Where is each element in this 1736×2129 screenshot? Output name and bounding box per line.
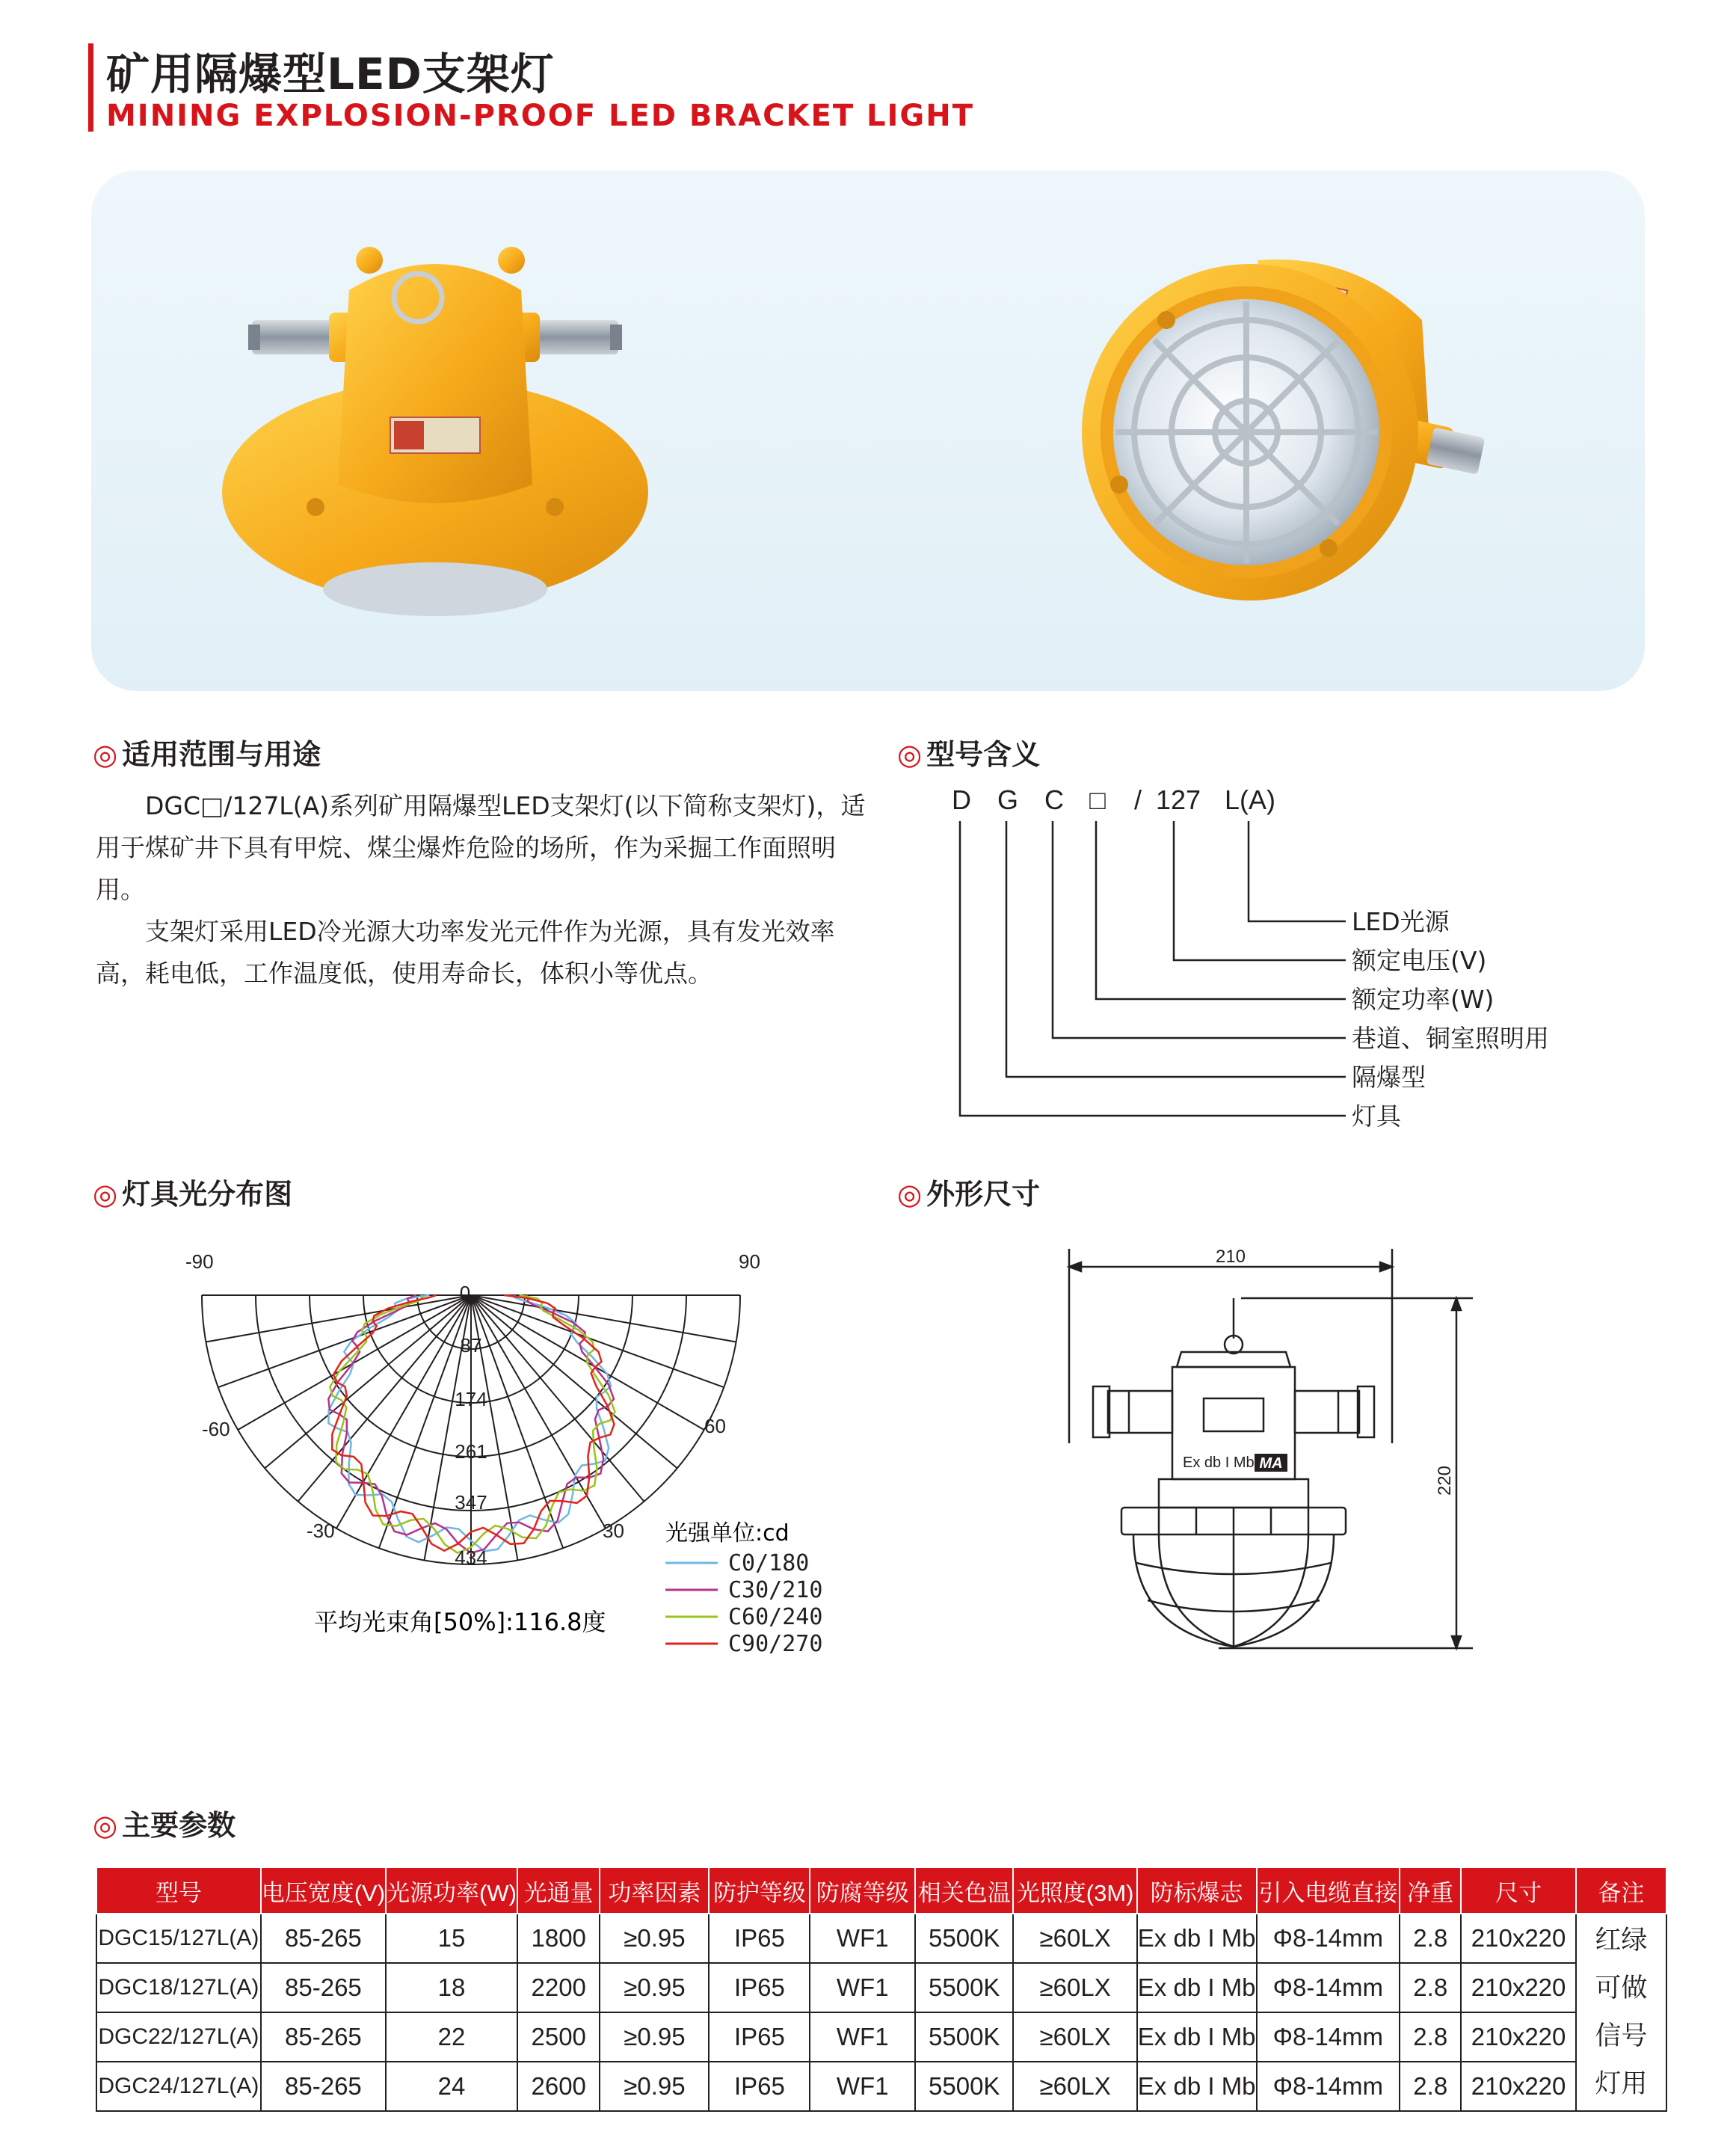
cell-model: DGC18/127L(A) bbox=[96, 1963, 261, 2012]
model-meaning-voltage: 额定电压(V) bbox=[1352, 946, 1487, 975]
remark-line: 可做 bbox=[1595, 1973, 1648, 2003]
cell-weight: 2.8 bbox=[1400, 2012, 1461, 2062]
col-header-voltage: 电压宽度(V) bbox=[261, 1867, 386, 1914]
cell-model: DGC15/127L(A) bbox=[96, 1914, 261, 1963]
cell-illuminance: ≥60LX bbox=[1013, 2012, 1136, 2062]
section-title-usage: ◎ 适用范围与用途 bbox=[93, 738, 321, 771]
cell-flux: 2500 bbox=[517, 2012, 600, 2062]
polar-distribution-chart bbox=[150, 1241, 942, 1660]
model-meaning-usage: 巷道、铜室照明用 bbox=[1352, 1024, 1549, 1053]
angle-label-60: 60 bbox=[704, 1415, 726, 1437]
cell-cable: Φ8-14mm bbox=[1257, 2062, 1400, 2111]
model-meaning-explosion-proof: 隔爆型 bbox=[1352, 1063, 1426, 1092]
cell-size: 210x220 bbox=[1461, 2062, 1576, 2111]
col-header-power-factor: 功率因素 bbox=[600, 1867, 709, 1914]
cell-cable: Φ8-14mm bbox=[1257, 1963, 1400, 2012]
cell-power-factor: ≥0.95 bbox=[600, 2012, 709, 2062]
table-row bbox=[96, 2012, 1666, 2062]
table-row bbox=[96, 1914, 1666, 1963]
radial-label-434: 434 bbox=[455, 1546, 487, 1569]
bullet-double-circle-icon: ◎ bbox=[93, 738, 118, 771]
model-code-led: L(A) bbox=[1224, 784, 1276, 815]
model-code-diagram bbox=[897, 778, 1615, 1144]
cell-cct: 5500K bbox=[915, 1914, 1013, 1963]
cell-cable: Φ8-14mm bbox=[1257, 2012, 1400, 2062]
legend-c60: C60/240 bbox=[728, 1604, 823, 1630]
col-header-flux: 光通量 bbox=[517, 1867, 600, 1914]
table-row bbox=[96, 1963, 1666, 2012]
col-header-model: 型号 bbox=[96, 1867, 261, 1914]
title-accent-bar bbox=[88, 43, 93, 132]
col-header-ip: 防护等级 bbox=[709, 1867, 810, 1914]
cell-ex-mark: Ex db I Mb bbox=[1137, 1963, 1257, 2012]
cell-corrosion: WF1 bbox=[810, 1914, 915, 1963]
angle-label-neg60: -60 bbox=[202, 1418, 230, 1440]
radial-label-174: 174 bbox=[455, 1388, 487, 1410]
cell-cct: 5500K bbox=[915, 2012, 1013, 2062]
cell-weight: 2.8 bbox=[1400, 1914, 1461, 1963]
cell-flux: 2200 bbox=[517, 1963, 600, 2012]
cell-size: 210x220 bbox=[1461, 2012, 1576, 2062]
cell-voltage: 85-265 bbox=[261, 2012, 386, 2062]
page-subtitle: MINING EXPLOSION-PROOF LED BRACKET LIGHT bbox=[106, 99, 975, 133]
cell-voltage: 85-265 bbox=[261, 1963, 386, 2012]
usage-paragraph-2: 支架灯采用LED冷光源大功率发光元件作为光源，具有发光效率高，耗电低，工作温度低，使用寿命长，体积小等优点。 bbox=[96, 917, 835, 988]
angle-label-30: 30 bbox=[603, 1520, 624, 1542]
radial-label-261: 261 bbox=[455, 1440, 487, 1463]
cell-voltage: 85-265 bbox=[261, 2062, 386, 2111]
cell-size: 210x220 bbox=[1461, 1963, 1576, 2012]
col-header-illuminance: 光照度(3M) bbox=[1013, 1867, 1136, 1914]
model-code-power: □ bbox=[1089, 784, 1106, 815]
cell-size: 210x220 bbox=[1461, 1914, 1576, 1963]
cell-illuminance: ≥60LX bbox=[1013, 1963, 1136, 2012]
cell-weight: 2.8 bbox=[1400, 2062, 1461, 2111]
radial-label-87: 87 bbox=[460, 1334, 482, 1357]
cell-corrosion: WF1 bbox=[810, 1963, 915, 2012]
col-header-cable: 引入电缆直接 bbox=[1257, 1867, 1400, 1914]
dimension-width-label: 210 bbox=[1215, 1247, 1246, 1267]
cell-power-factor: ≥0.95 bbox=[600, 2062, 709, 2111]
lamp-photo-angled bbox=[1082, 259, 1485, 600]
cell-cct: 5500K bbox=[915, 2062, 1013, 2111]
section-title-distribution: ◎ 灯具光分布图 bbox=[93, 1178, 293, 1211]
params-header-row bbox=[96, 1867, 1666, 1914]
model-code-d: D bbox=[952, 784, 971, 815]
col-header-corrosion: 防腐等级 bbox=[810, 1867, 915, 1914]
cell-ip: IP65 bbox=[709, 1914, 810, 1963]
cell-illuminance: ≥60LX bbox=[1013, 2062, 1136, 2111]
dimension-height-label: 220 bbox=[1435, 1465, 1455, 1496]
cell-corrosion: WF1 bbox=[810, 2012, 915, 2062]
col-header-ex-mark: 防标爆志 bbox=[1137, 1867, 1257, 1914]
cell-power-factor: ≥0.95 bbox=[600, 1914, 709, 1963]
remark-line: 信号 bbox=[1595, 2021, 1648, 2050]
model-meaning-lamp: 灯具 bbox=[1352, 1102, 1401, 1131]
cell-ip: IP65 bbox=[709, 2062, 810, 2111]
legend-c30: C30/210 bbox=[728, 1577, 823, 1603]
cell-power: 15 bbox=[386, 1914, 517, 1963]
page-title: 矿用隔爆型LED支架灯 bbox=[106, 49, 555, 99]
col-header-size: 尺寸 bbox=[1461, 1867, 1576, 1914]
model-meaning-power: 额定功率(W) bbox=[1352, 985, 1495, 1014]
cell-power: 22 bbox=[386, 2012, 517, 2062]
params-table bbox=[96, 1867, 1667, 2112]
remark-line: 灯用 bbox=[1595, 2069, 1648, 2098]
col-header-cct: 相关色温 bbox=[915, 1867, 1013, 1914]
product-illustrations bbox=[91, 170, 1645, 691]
cell-ex-mark: Ex db I Mb bbox=[1137, 2062, 1257, 2111]
model-code-c: C bbox=[1044, 784, 1064, 815]
cell-illuminance: ≥60LX bbox=[1013, 1914, 1136, 1963]
bullet-double-circle-icon: ◎ bbox=[897, 1178, 923, 1211]
col-header-remark: 备注 bbox=[1576, 1867, 1666, 1914]
cell-cable: Φ8-14mm bbox=[1257, 1914, 1400, 1963]
model-code-slash: / bbox=[1133, 784, 1142, 815]
angle-label-0: 0 bbox=[459, 1282, 471, 1304]
cell-voltage: 85-265 bbox=[261, 1914, 386, 1963]
cell-ip: IP65 bbox=[709, 2012, 810, 2062]
cell-model: DGC22/127L(A) bbox=[96, 2012, 261, 2062]
ma-logo-text: MA bbox=[1259, 1455, 1283, 1472]
model-code-g: G bbox=[997, 784, 1019, 815]
cell-ex-mark: Ex db I Mb bbox=[1137, 1914, 1257, 1963]
cell-flux: 2600 bbox=[517, 2062, 600, 2111]
cell-flux: 1800 bbox=[517, 1914, 600, 1963]
model-code-voltage: 127 bbox=[1155, 784, 1201, 815]
usage-paragraph-1: DGC□/127L(A)系列矿用隔爆型LED支架灯(以下简称支架灯)，适用于煤矿井下具有甲烷、煤尘爆炸危险的场所，作为采掘工作面照明用。 bbox=[96, 791, 866, 904]
table-row bbox=[96, 2062, 1666, 2111]
lamp-photo-front bbox=[222, 247, 648, 616]
remark-line: 红绿 bbox=[1595, 1926, 1648, 1955]
legend bbox=[665, 1550, 822, 1657]
cell-weight: 2.8 bbox=[1400, 1963, 1461, 2012]
angle-label-neg30: -30 bbox=[307, 1520, 335, 1542]
radial-label-347: 347 bbox=[455, 1491, 487, 1514]
cell-power: 24 bbox=[386, 2062, 517, 2111]
legend-unit-label: 光强单位:cd bbox=[665, 1520, 789, 1546]
product-hero bbox=[91, 170, 1645, 691]
explosion-mark-label: Ex db I Mb bbox=[1183, 1454, 1255, 1471]
cell-remark bbox=[1576, 1914, 1666, 2111]
model-leader-lines bbox=[960, 821, 1346, 1116]
cell-corrosion: WF1 bbox=[810, 2062, 915, 2111]
section-title-model: ◎ 型号含义 bbox=[897, 738, 1041, 771]
section-title-params: ◎ 主要参数 bbox=[93, 1809, 236, 1842]
cell-ex-mark: Ex db I Mb bbox=[1137, 2012, 1257, 2062]
dimension-drawing bbox=[1047, 1234, 1495, 1668]
bullet-double-circle-icon: ◎ bbox=[897, 738, 923, 771]
angle-label-90: 90 bbox=[739, 1250, 760, 1273]
legend-c90: C90/270 bbox=[728, 1631, 823, 1657]
cell-cct: 5500K bbox=[915, 1963, 1013, 2012]
beam-angle-note: 平均光束角[50%]:116.8度 bbox=[314, 1608, 606, 1636]
cell-power: 18 bbox=[386, 1963, 517, 2012]
cell-ip: IP65 bbox=[709, 1963, 810, 2012]
model-meaning-led: LED光源 bbox=[1352, 907, 1450, 936]
section-title-dimensions: ◎ 外形尺寸 bbox=[897, 1178, 1041, 1211]
col-header-power: 光源功率(W) bbox=[386, 1867, 517, 1914]
bullet-double-circle-icon: ◎ bbox=[93, 1178, 118, 1211]
cell-power-factor: ≥0.95 bbox=[600, 1963, 709, 2012]
cell-model: DGC24/127L(A) bbox=[96, 2062, 261, 2111]
bullet-double-circle-icon: ◎ bbox=[93, 1809, 118, 1842]
col-header-weight: 净重 bbox=[1400, 1867, 1461, 1914]
legend-c0: C0/180 bbox=[728, 1550, 810, 1576]
angle-label-neg90: -90 bbox=[185, 1250, 214, 1273]
